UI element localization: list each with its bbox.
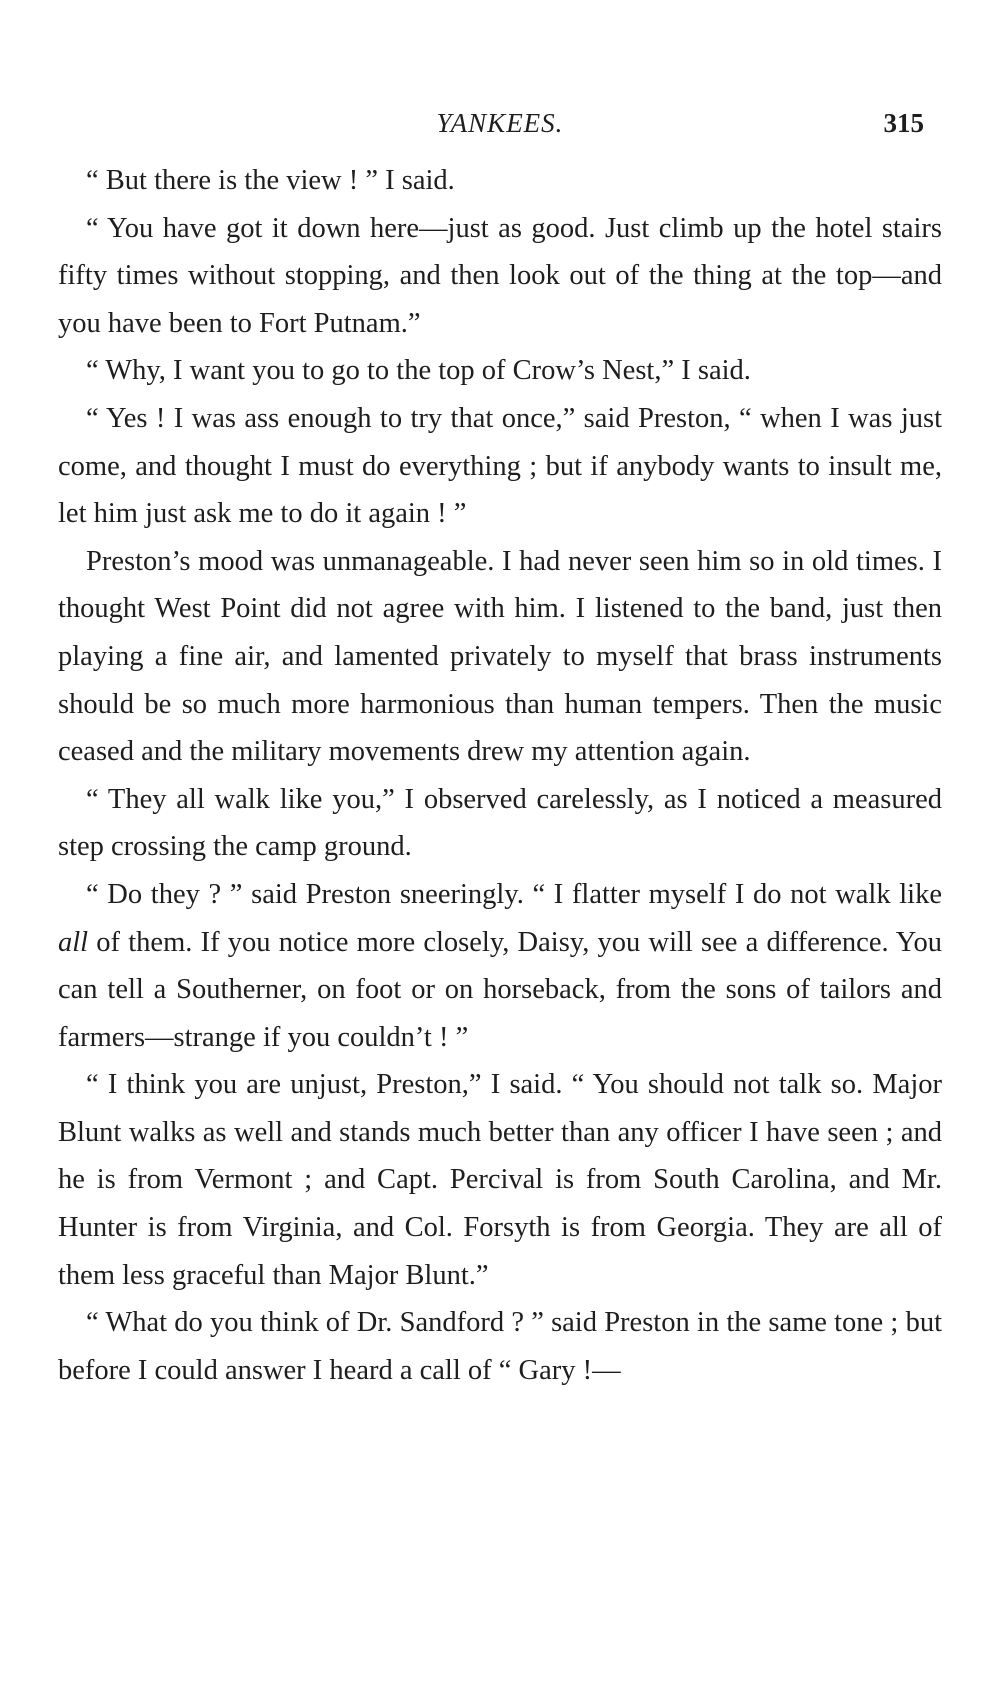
paragraph-8: “ I think you are unjust, Preston,” I said. “ You should not talk so. Major Blunt walks as well and stands much better than any officer I have seen ; and he is from Vermont ; and Capt. Percival is from South Carolina, and Mr. Hunter is from Virginia, and Col. Forsyth is from Georgia. They are all of them less graceful than Major Blunt.” xyxy=(58,1069,942,1291)
paragraph-9: “ What do you think of Dr. Sandford ? ” said Preston in the same tone ; but before I could answer I heard a call of “ Gary !— xyxy=(58,1307,942,1386)
running-title: YANKEES. xyxy=(436,108,564,138)
paragraph-7-part-2: of them. If you notice more closely, Daisy, you will see a difference. You can tell a Southerner, on foot or on horseback, from the sons of tailors and farmers—strange if you couldn’t ! ” xyxy=(58,926,942,1053)
emphasis-word: all xyxy=(58,926,89,958)
paragraph-5: Preston’s mood was unmanageable. I had never seen him so in old times. I thought West Point did not agree with him. I listened to the band, just then playing a fine air, and lamented privately to myself that brass instruments should be so much more harmonious than human tempers. Then the music ceased and the military movements drew my attention again. xyxy=(58,545,942,768)
paragraph-4: “ Yes ! I was ass enough to try that once,” said Preston, “ when I was just come, and thought I must do everything ; but if anybody wants to insult me, let him just ask me to do it again ! ” xyxy=(58,402,942,530)
paragraph-3: “ Why, I want you to go to the top of Crow’s Nest,” I said. xyxy=(86,355,751,387)
paragraph-7-part-1: “ Do they ? ” said Preston sneeringly. “ I flatter myself I do not walk like xyxy=(86,878,942,910)
paragraph-2: “ You have got it down here—just as good. Just climb up the hotel stairs fifty times without stopping, and then look out of the thing at the top—and you have been to Fort Putnam.” xyxy=(58,212,942,339)
paragraph-7 xyxy=(58,871,942,1061)
running-head xyxy=(58,103,942,143)
paragraph-6: “ They all walk like you,” I observed carelessly, as I noticed a measured step crossing the camp ground. xyxy=(58,783,942,863)
paragraph-1: “ But there is the view ! ” I said. xyxy=(86,165,455,196)
body-text xyxy=(58,157,942,1394)
page-number: 315 xyxy=(883,108,924,138)
